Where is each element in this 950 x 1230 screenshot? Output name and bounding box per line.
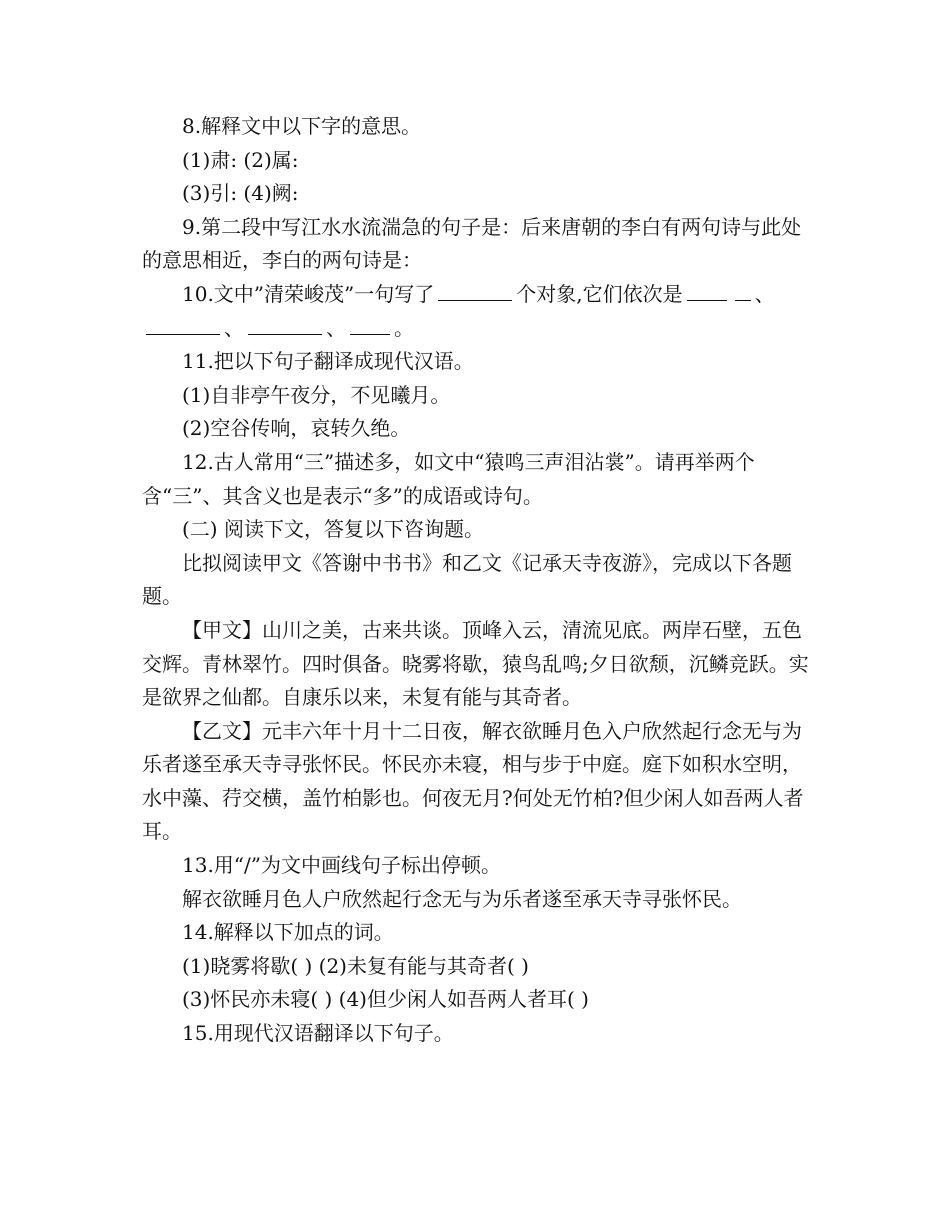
passage-yi: 【乙文】元丰六年十月十二日夜，解衣欲睡月色入户欣然起行念无与为乐者遂至承天寺寻张怀民。怀民亦未寝，相与步于中庭。庭下如积水空明，水中藻、荇交横，盖竹柏影也。何夜无月?何处无竹柏?但少闲人如吾两人者耳。 xyxy=(142,718,804,844)
question-10 xyxy=(142,278,818,345)
answer-blank xyxy=(350,314,390,335)
question-10-sep-3: 、 xyxy=(326,315,346,340)
question-11-item-2: (2)空谷传响，哀转久绝。 xyxy=(182,416,411,441)
question-8-items-1: (1)肃: (2)属: xyxy=(182,147,299,172)
answer-blank xyxy=(146,314,220,335)
answer-blank xyxy=(687,280,727,301)
section-2-heading: (二) 阅读下文，答复以下咨询题。 xyxy=(182,517,484,542)
question-8: 8.解释文中以下字的意思。 xyxy=(182,114,422,138)
question-14: 14.解释以下加点的词。 xyxy=(182,920,394,945)
question-14-items-2: (3)怀民亦未寝( ) (4)但少闲人如吾两人者耳( ) xyxy=(182,987,589,1012)
question-10-sep-2: 、 xyxy=(224,315,244,340)
answer-blank xyxy=(438,280,512,301)
question-14-items-1: (1)晓雾将歇( ) (2)未复有能与其奇者( ) xyxy=(182,953,529,978)
section-2-instruction: 比拟阅读甲文《答谢中书书》和乙文《记承天寺夜游》，完成以下各题题。 xyxy=(142,550,792,609)
question-10-text-a: 10.文中”清荣峻茂”一句写了 xyxy=(182,281,435,306)
question-10-sep-1: 、 xyxy=(754,281,775,306)
question-11-item-1: (1)自非亭午夜分，不见曦月。 xyxy=(182,382,451,407)
question-10-end: 。 xyxy=(394,315,414,340)
question-11: 11.把以下句子翻译成现代汉语。 xyxy=(182,349,474,374)
answer-blank xyxy=(248,314,322,335)
question-13: 13.用“/”为文中画线句子标出停顿。 xyxy=(182,853,501,878)
question-8-items-2: (3)引: (4)阙: xyxy=(182,181,299,206)
question-15: 15.用现代汉语翻译以下句子。 xyxy=(182,1021,454,1046)
question-12: 12.古人常用“三”描述多，如文中“猿鸣三声泪沾裳”。请再举两个含“三”、其含义也是表示“多”的成语或诗句。 xyxy=(142,449,755,508)
question-13-sentence: 解衣欲睡月色人户欣然起行念无与为乐者遂至承天寺寻张怀民。 xyxy=(182,886,742,911)
question-9: 9.第二段中写江水水流湍急的句子是：后来唐朝的李白有两句诗与此处的意思相近，李白的两句诗是： xyxy=(142,214,802,273)
answer-blank xyxy=(735,280,751,301)
document-body xyxy=(142,110,818,1051)
passage-jia: 【甲文】山川之美，古来共谈。顶峰入云，清流见底。两岸石壁，五色交辉。青林翠竹。四时俱备。晓雾将歇，猿鸟乱鸣;夕日欲颓，沉鳞竞跃。实是欲界之仙都。自康乐以来，未复有能与其奇者。 xyxy=(142,617,809,710)
question-10-text-b: 个对象,它们依次是 xyxy=(516,281,683,306)
